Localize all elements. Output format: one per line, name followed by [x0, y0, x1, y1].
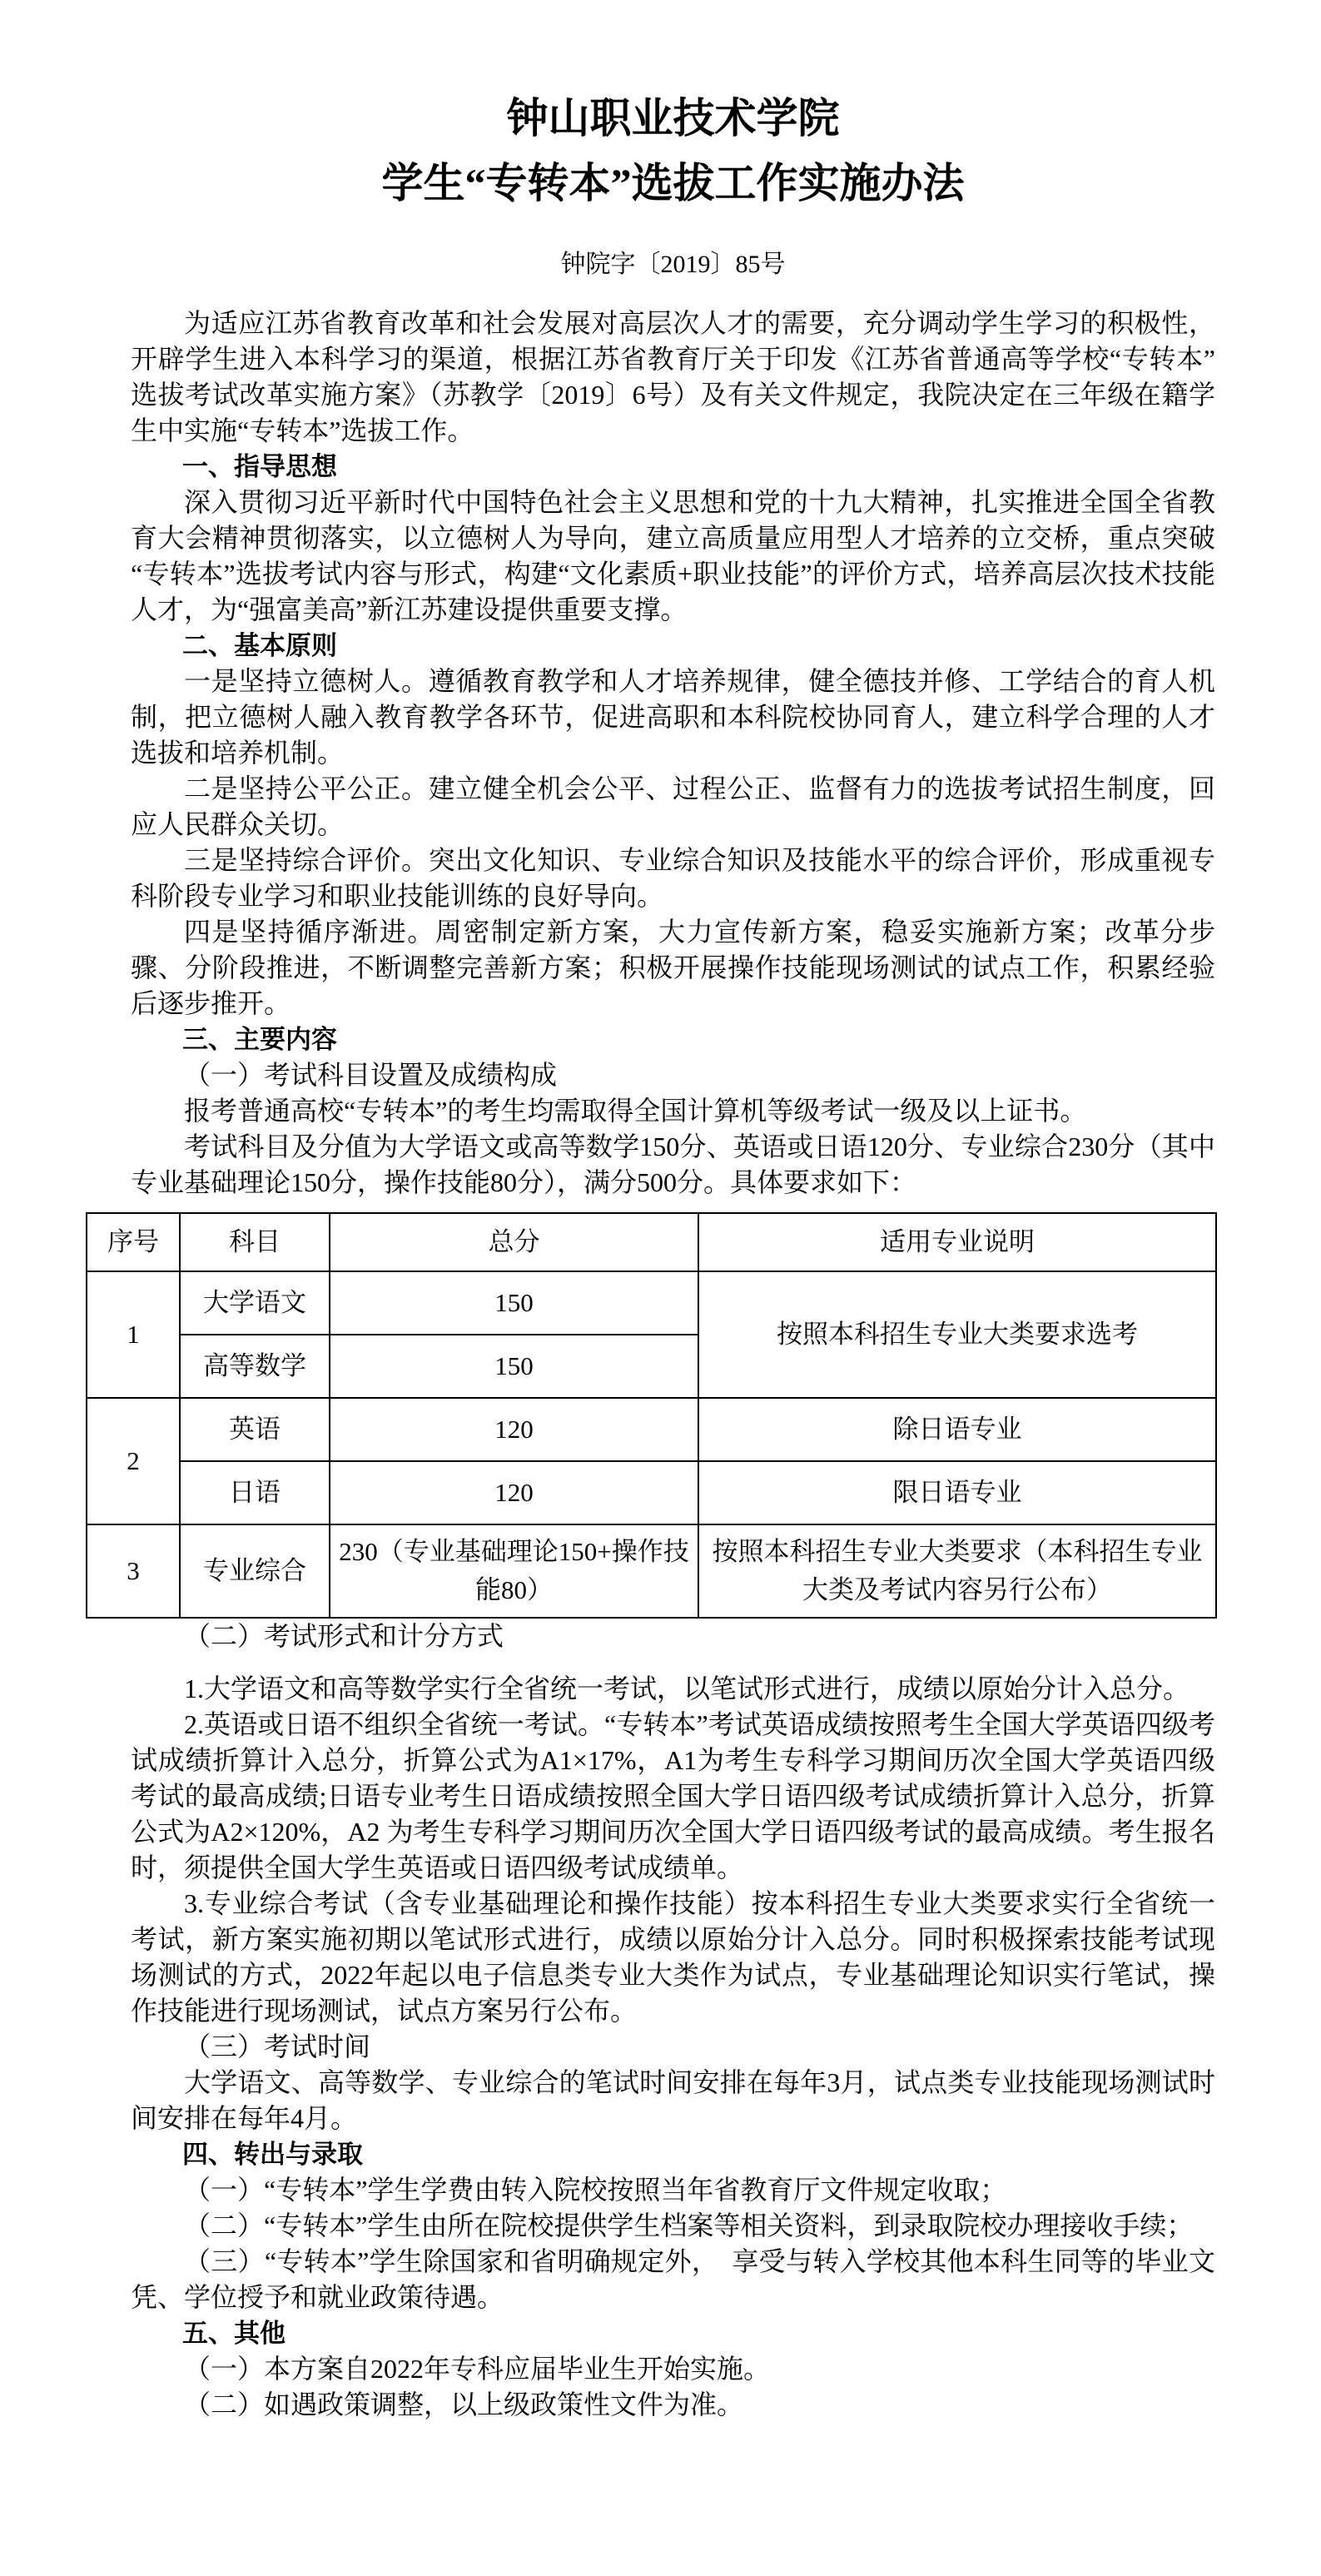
subheading-exam-subjects: （一）考试科目设置及成绩构成 — [184, 1060, 558, 1090]
paragraph-principle-2: 二是坚持公平公正。建立健全机会公平、过程公正、监督有力的选拔考试招生制度，回应人民群众关切。 — [131, 773, 1215, 839]
document-page — [0, 86, 1321, 2423]
cell-note-japanese: 限日语专业 — [698, 1461, 1216, 1524]
cell-note-group-1: 按照本科招生专业大类要求选考 — [698, 1271, 1216, 1398]
document-title — [131, 86, 1215, 216]
subheading-exam-format: （二）考试形式和计分方式 — [184, 1621, 504, 1651]
heading-basic-principles: 二、基本原则 — [182, 631, 337, 660]
cell-no-3: 3 — [87, 1524, 180, 1618]
paragraph-others-item-1: （一）本方案自2022年专科应届毕业生开始实施。 — [184, 2354, 771, 2384]
cell-no-1: 1 — [87, 1271, 180, 1398]
paragraph-principle-3: 三是坚持综合评价。突出文化知识、专业综合知识及技能水平的综合评价，形成重视专科阶段专业学习和职业技能训练的良好导向。 — [131, 845, 1215, 911]
cell-subject-japanese: 日语 — [180, 1461, 330, 1524]
paragraph-principle-1: 一是坚持立德树人。遵循教育教学和人才培养规律，健全德技并修、工学结合的育人机制，把立德树人融入教育教学各环节，促进高职和本科院校协同育人，建立科学合理的人才选拔和培养机制。 — [131, 666, 1215, 768]
table-row — [87, 1271, 1216, 1335]
table-header-score: 总分 — [330, 1213, 698, 1271]
table-header-no: 序号 — [87, 1213, 180, 1271]
cell-note-comprehensive: 按照本科招生专业大类要求（本科招生专业大类及考试内容另行公布） — [698, 1524, 1216, 1618]
table-header-row — [87, 1213, 1216, 1271]
title-line-1: 钟山职业技术学院 — [506, 95, 840, 142]
cell-no-2: 2 — [87, 1398, 180, 1524]
title-line-2: 学生“专转本”选拔工作实施办法 — [381, 160, 965, 206]
document-number: 钟院字〔2019〕85号 — [560, 251, 786, 278]
cell-score-japanese: 120 — [330, 1461, 698, 1524]
paragraph-guiding-ideology: 深入贯彻习近平新时代中国特色社会主义思想和党的十九大精神，扎实推进全国全省教育大会精神贯彻落实，以立德树人为导向，建立高质量应用型人才培养的立交桥，重点突破“专转本”选拔考试内容与形式，构建“文化素质+职业技能”的评价方式，培养高层次技术技能人才，为“强富美高”新江苏建设提供重要支撑。 — [131, 487, 1215, 624]
intro-paragraph: 为适应江苏省教育改革和社会发展对高层次人才的需要，充分调动学生学习的积极性，开辟学生进入本科学习的渠道，根据江苏省教育厅关于印发《江苏省普通高等学校“专转本”选拔考试改革实施方案》（苏教学〔2019〕6号）及有关文件规定，我院决定在三年级在籍学生中实施“专转本”选拔工作。 — [131, 308, 1215, 445]
paragraph-format-item-3: 3.专业综合考试（含专业基础理论和操作技能）按本科招生专业大类要求实行全省统一考试，新方案实施初期以笔试形式进行，成绩以原始分计入总分。同时积极探索技能考试现场测试的方式，2022年起以电子信息类专业大类作为试点，专业基础理论知识实行笔试，操作技能进行现场测试，试点方案另行公布。 — [131, 1888, 1215, 2026]
heading-main-content: 三、主要内容 — [182, 1025, 337, 1054]
subheading-exam-time: （三）考试时间 — [184, 2031, 371, 2061]
cell-note-english: 除日语专业 — [698, 1398, 1216, 1461]
heading-transfer-admission: 四、转出与录取 — [182, 2140, 363, 2169]
document-body — [107, 306, 1215, 2423]
cell-subject-chinese: 大学语文 — [180, 1271, 330, 1335]
heading-others: 五、其他 — [182, 2319, 286, 2348]
heading-guiding-ideology: 一、指导思想 — [182, 452, 337, 481]
paragraph-format-item-2: 2.英语或日语不组织全省统一考试。“专转本”考试英语成绩按照考生全国大学英语四级考试成绩折算计入总分，折算公式为A1×17%，A1为考生专科学习期间历次全国大学英语四级考试的最高成绩;日语专业考生日语成绩按照全国大学日语四级考试成绩折算计入总分，折算公式为A2×120%，A2 为考生专科学习期间历次全国大学日语四级考试的最高成绩。考生报名时，须提供全国大学生英语或日语四级考试成绩单。 — [131, 1709, 1215, 1882]
cell-score-english: 120 — [330, 1398, 698, 1461]
table-row — [87, 1524, 1216, 1618]
cell-score-chinese: 150 — [330, 1271, 698, 1335]
paragraph-score-composition: 考试科目及分值为大学语文或高等数学150分、英语或日语120分、专业综合230分（其中专业基础理论150分，操作技能80分），满分500分。具体要求如下： — [131, 1131, 1215, 1197]
cell-subject-english: 英语 — [180, 1398, 330, 1461]
cell-subject-math: 高等数学 — [180, 1335, 330, 1398]
paragraph-transfer-item-3: （三）“专转本”学生除国家和省明确规定外， 享受与转入学校其他本科生同等的毕业文凭、学位授予和就业政策待遇。 — [131, 2246, 1215, 2312]
cell-score-math: 150 — [330, 1335, 698, 1398]
paragraph-exam-time: 大学语文、高等数学、专业综合的笔试时间安排在每年3月，试点类专业技能现场测试时间安排在每年4月。 — [131, 2067, 1215, 2133]
table-header-subject: 科目 — [180, 1213, 330, 1271]
paragraph-others-item-2: （二）如遇政策调整，以上级政策性文件为准。 — [184, 2390, 744, 2419]
paragraph-transfer-item-1: （一）“专转本”学生学费由转入院校按照当年省教育厅文件规定收取； — [184, 2175, 1007, 2205]
paragraph-transfer-item-2: （二）“专转本”学生由所在院校提供学生档案等相关资料，到录取院校办理接收手续； — [184, 2210, 1194, 2240]
table-header-note: 适用专业说明 — [698, 1213, 1216, 1271]
paragraph-principle-4: 四是坚持循序渐进。周密制定新方案，大力宣传新方案，稳妥实施新方案；改革分步骤、分阶段推进，不断调整完善新方案；积极开展操作技能现场测试的试点工作，积累经验后逐步推开。 — [131, 917, 1215, 1018]
table-row — [87, 1398, 1216, 1461]
cell-subject-comprehensive: 专业综合 — [180, 1524, 330, 1618]
subjects-table — [86, 1212, 1217, 1619]
paragraph-certificate-requirement: 报考普通高校“专转本”的考生均需取得全国计算机等级考试一级及以上证书。 — [184, 1096, 1087, 1126]
table-row — [87, 1461, 1216, 1524]
cell-score-comprehensive: 230（专业基础理论150+操作技能80） — [330, 1524, 698, 1618]
paragraph-format-item-1: 1.大学语文和高等数学实行全省统一考试，以笔试形式进行，成绩以原始分计入总分。 — [184, 1673, 1190, 1703]
